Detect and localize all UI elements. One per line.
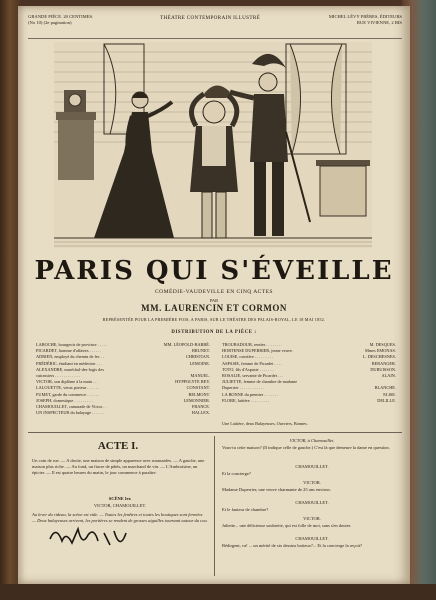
cast-actor: MANUEL. (190, 373, 210, 379)
dialogue-line: Madame Duperrier, une veuve charmante de 25 ans environ. (222, 487, 331, 492)
cast-role: LOUISE, ouvrière . . . . . . . . . (222, 354, 274, 360)
speaker: CHAMOUILLET. (295, 500, 329, 505)
act-heading: ACTE I. (97, 440, 139, 452)
header-right (297, 14, 402, 25)
cast-footer: Une Laitière, deux Balayeuses, Ouvriers, Bonnes. (222, 421, 308, 426)
handwritten-annotation (48, 521, 138, 551)
column-divider (214, 436, 215, 576)
header-left-line: GRANDE PIÈCE. 20 CENTIMES. (28, 14, 94, 19)
cast-role: FRÉDÉRIC, étudiant en médecine . . . (36, 360, 102, 366)
cast-role: JULIETTE, femme de chambre de madame (222, 379, 298, 385)
dialogue-line: Et le fauteur de chambre? (222, 507, 269, 512)
speaker: VICTOR. (303, 480, 321, 485)
cast-actor: DELILLE. (377, 397, 396, 403)
cast-actor: ALAIN. (381, 373, 396, 379)
dialogue-line: Juliette... une délicieuse soubrette, qui est folle de moi, sans s'en douter. (222, 523, 352, 528)
cast-role: TROUBADOUR, rentier . . . . . . . . (222, 342, 283, 347)
speaker: CHAMOUILLET. (295, 536, 329, 541)
cast-role: FUMET, garde du commerce . . . . . . (36, 391, 100, 397)
cast-role: PICARDET, homme d'affaires . . . . . . (36, 348, 102, 354)
cast-role: FLORE, laitière . . . . . . . . . (222, 397, 270, 403)
cast-actor: BELMONT. (188, 391, 210, 397)
book-cover-bottom (0, 584, 436, 600)
cast-actor: BRUNET. (192, 348, 210, 354)
cast-column-left (36, 342, 210, 416)
cast-actor: HALLEX. (191, 410, 210, 416)
cast-role: TOTO, fils d'Aspasie . . . . . . . (222, 366, 274, 372)
cast-actor: FRANCE. (191, 404, 210, 410)
section-divider (28, 432, 402, 433)
cast-actor: LEMONNIER. (183, 397, 210, 403)
cast-role: CHAMOUILLET, camarade de Victor . . (36, 404, 107, 410)
play-subtitle: COMÉDIE-VAUDEVILLE EN CINQ ACTES (155, 289, 273, 295)
stage-directions: Un coin de rue. — A droite, une maison de simple apparence avec mansardes. — A gauche, une maison plus riche. — Au fond, un fiacre de pâtés, un marchand de vin. — L'Ambroisine, un épicier. — Il est quatre heures du matin, le jour commence à paraître. (32, 458, 205, 475)
cast-role: LA BONNE du premier . . . . . . . (222, 391, 279, 397)
cast-role: UN INSPECTEUR du balayage . . . . . . (36, 410, 104, 416)
cast-actor: MM. LÉOPOLD-BARRÉ. (163, 342, 210, 347)
cast-role: VICTOR, son diplôme à la main . . . (36, 379, 99, 385)
cast-role: LALOUETTE, vieux porteur . . . . . . (36, 385, 100, 391)
header-left (28, 14, 138, 25)
page-header (28, 12, 402, 39)
speaker: VICTOR. (303, 516, 321, 521)
speaker: CHAMOUILLET. (295, 464, 329, 469)
cast-actor: ELISE. (383, 391, 396, 397)
header-left-line: (No 10) (2e pagination) (28, 19, 72, 25)
cast-actor: BLANCHE. (374, 385, 396, 391)
cast-actor: BERANGER. (371, 360, 396, 366)
cast-role: Duperrier . . . . . . . . . . . . (222, 385, 265, 391)
cast-actor: HYPPOLYTE REY. (175, 379, 210, 385)
cast-list (36, 342, 396, 428)
cast-actor: DUBUISSON. (370, 366, 396, 372)
cast-role: ASPASIE, femme de Picardet . . . . (222, 360, 282, 366)
par-label: PAR (209, 298, 219, 303)
header-right-line: RUE VIVIENNE, 2 BIS (356, 19, 402, 25)
cast-role: ROSALIE, servante de Picardet . . . (222, 373, 284, 379)
scene-directions: Au lever du rideau, la scène est vide. — Toutes les fenêtres et toutes les boutiques sont fermées. — Deux balayeuses arrivent, les portières se rendent de grosses aiguilles tournant autour du cou. (32, 512, 208, 523)
dialogue-line: VICTOR, à Chamouillet. (289, 438, 335, 443)
cast-actor: CHRISTIAN. (186, 354, 210, 360)
distribution-heading: DISTRIBUTION DE LA PIÈCE : (171, 330, 257, 335)
scene-characters: VICTOR, CHAMOUILLET. (93, 503, 147, 508)
cast-actor: Mmes EMONAS. (364, 348, 396, 354)
dialogue-line: Bédirgent, va! ... un mérité de six dessins boiteux?... Et la concierge la reçoit? (222, 543, 363, 548)
cast-role: HORTENSE DUPERRIER, jeune veuve. (222, 348, 293, 354)
cast-role: LABOCHE, bourgeois de province . . . . . (36, 342, 108, 347)
dialogue-line: Et la concierge? (222, 471, 251, 476)
dialogue-line: Vous-tu cette maison? (Il indique celle de gauche.) C'est là que demeure la dame en question. (222, 445, 390, 450)
cast-actor: LEMOINE. (189, 360, 210, 366)
scene-heading: SCÈNE Ier. (108, 496, 132, 501)
first-performance-note: REPRÉSENTÉE POUR LA PREMIÈRE FOIS, A PARIS, SUR LE THÉATRE DES PALAIS-ROYAL, LE 18 MAI 1852. (102, 317, 326, 322)
printed-page (18, 6, 410, 584)
cast-actor: M. DESQUES. (369, 342, 396, 347)
cast-row (36, 410, 210, 416)
cast-role: ALEXANDRE, maréchal-des-logis des (36, 366, 104, 372)
engraving-illustration (54, 42, 372, 248)
header-right-line: MICHEL LÉVY FRÈRES, ÉDITEURS (328, 14, 402, 19)
cast-actor: CONSTANT. (186, 385, 210, 391)
cast-role: cuirassiers . . . . . . . . . . . . (36, 373, 80, 379)
cast-row (222, 398, 396, 404)
cast-column-right (222, 342, 396, 404)
cast-role: JOSEPH, domestique . . . . . . . . . (36, 397, 93, 403)
header-center: THÉATRE CONTEMPORAIN ILLUSTRÉ (160, 15, 261, 21)
cast-actor: L. DESCHESNES. (362, 354, 396, 360)
cast-role: ADRIEN, employé du chemin de fer. . . (36, 354, 105, 360)
authors: MM. LAURENCIN ET CORMON (141, 303, 287, 313)
play-title: PARIS QUI S'ÉVEILLE (34, 256, 394, 286)
